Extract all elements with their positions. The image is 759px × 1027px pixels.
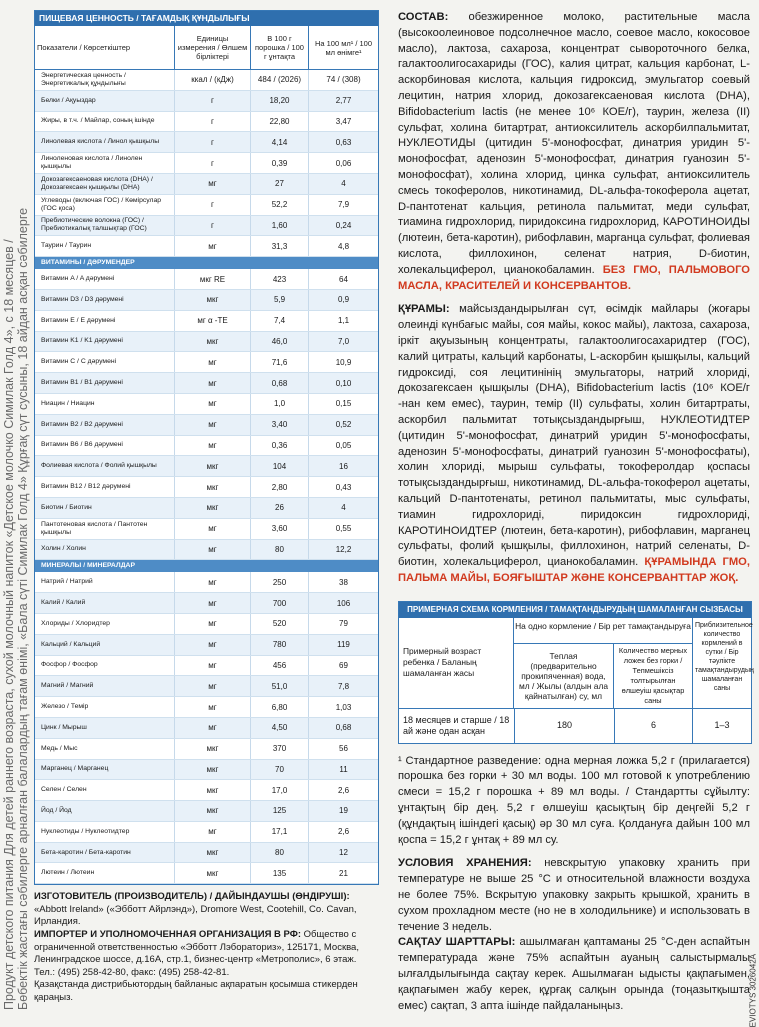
nutrient-per-100ml: 7,9	[337, 200, 350, 210]
nutrition-row	[35, 593, 378, 614]
nutrient-unit: мкг	[175, 332, 251, 352]
nutrient-per-100ml: 69	[339, 660, 348, 670]
nutrient-per-100g: 6,80	[251, 697, 309, 717]
nutrient-unit: г	[175, 112, 251, 132]
nutrition-row	[35, 332, 378, 353]
feeding-group	[514, 618, 693, 708]
nutrient-unit: мг	[175, 572, 251, 592]
nutrition-row	[35, 676, 378, 697]
nutrient-per-100ml: 64	[339, 274, 348, 284]
nutrition-row	[35, 656, 378, 677]
nutrient-name: Калий / Калий	[35, 593, 175, 613]
nutrient-name: Железо / Темір	[35, 697, 175, 717]
dilution-note: ¹ Стандартное разведение: одна мерная ложка 5,2 г (прилагается) порошка без горки + 30 мл воды. 100 мл готовой к употреблению смеси = 15,2 г порошка + 89 мл воды. / Стандартты сұйылту: ұнтақтың бір дең. 5,2 г өлшеуіш қасықтың бір деңгейі 5,2 г (құндақтың ішіндегі қасық) әр 30 мл суға. Қолдануға дайын 100 мл қоспа = 15,2 г ұнтақ + 89 мл су.	[398, 754, 750, 846]
nutrient-unit: мкг	[175, 739, 251, 759]
nutrient-per-100g: 17,0	[251, 780, 309, 800]
nutrient-per-100ml: 3,47	[335, 116, 352, 126]
nutrient-unit: мг	[175, 822, 251, 842]
nutrient-name: Бета-каротин / Бета-каротин	[35, 843, 175, 863]
feeding-table	[398, 601, 752, 744]
composition-ru: СОСТАВ: обезжиренное молоко, растительные масла (высокоолеиновое подсолнечное масло, соевое масло, кокосовое масло), лактоза, сахароза, концентрат сывороточного белка, галактоолигосахариды (ГОС), калия цитрат, кальция карбонат, L-аскорбиновая кислота, кальция гидроксид, эмульгатор соевый лецитин, натрия хлорид, докозагексаеновая кислота (DHA), Bifidobacterium lactis (не менее 10⁶ КОЕ/г), таурин, железа (II) сульфат, холина битартрат, антиоксилитель аскорбилпальмитат, НУКЛЕОТИДЫ (цитидин 5'-монофосфат, динатрия уридин 5'-монофосфат, аденозин 5'-монофосфат, динатрия гуанозин 5'-монофосфат), холина хлорид, цинка сульфат, антиоксилитель смесь токоферолов, никотинамид, DL-альфа-токоферола ацетат, D-пантотенат кальция, ретинола пальмитат, меди сульфат, тиамина гидрохлорид, пиридоксина гидрохлорид, КАРОТИНОИДЫ (лютеин, бета-каротин), рибофлавин, марганца сульфат, фолиевая кислота, филлохинон, селенат натрия, D-биотин, холекальциферол, цианокобаламин. БЕЗ ГМО, ПАЛЬМОВОГО МАСЛА, КРАСИТЕЛЕЙ И КОНСЕРВАНТОВ.	[398, 11, 750, 292]
feeding-water-header: Теплая (предварительно прокипяченная) вода, мл / Жылы (алдын ала қайнатылған) су, мл	[514, 644, 614, 708]
nutrition-row	[35, 70, 378, 91]
nutrient-name: Витамин A / A дәрумені	[35, 269, 175, 289]
nutrient-unit: мкг	[175, 760, 251, 780]
batch-code: EVIOTYS 3026042A	[748, 954, 757, 1027]
nutrient-per-100g: 104	[251, 456, 309, 476]
nutrient-name: Углеводы (включая ГОС) / Көмірсулар (ГОС қоса)	[35, 195, 175, 215]
nutrient-per-100ml: 79	[339, 619, 348, 629]
nutrient-per-100ml: 0,68	[335, 723, 352, 733]
nutrition-table	[34, 10, 379, 885]
nutrient-per-100g: 5,9	[251, 290, 309, 310]
nutrition-mineral-rows	[35, 572, 378, 884]
nutrient-name: Медь / Мыс	[35, 739, 175, 759]
nutrition-row	[35, 780, 378, 801]
nutrient-per-100g: 18,20	[251, 91, 309, 111]
nutrient-unit: мг	[175, 593, 251, 613]
nutrient-per-100ml: 119	[337, 640, 350, 650]
nutrient-name: Селен / Селен	[35, 780, 175, 800]
nutrient-per-100ml: 1,1	[337, 316, 350, 326]
storage-kz: САҚТАУ ШАРТТАРЫ: ашылмаған қаптаманы 25 °С-ден аспайтын температурада және 75% аспайтын ауаның салыстырмалы ылғалдылығында сақтау керек. Ашылмаған ыдысты қақпағымен, қақпағымен жабу керек, құрғақ салқын орында (тоңазытқышта емес) сақтап, 3 апта ішінде пайдаланыңыз.	[398, 936, 750, 1012]
nutrient-per-100g: 125	[251, 801, 309, 821]
nutrient-per-100g: 3,40	[251, 415, 309, 435]
nutrient-unit: мкг	[175, 780, 251, 800]
nutrient-unit: мг	[175, 540, 251, 560]
nutrition-row	[35, 614, 378, 635]
nutrient-per-100ml: 2,6	[337, 785, 350, 795]
nutrient-per-100ml: 38	[339, 577, 348, 587]
nutrient-per-100ml: 0,10	[335, 378, 352, 388]
nutrition-row	[35, 635, 378, 656]
feeding-age: 18 месяцев и старше / 18 ай және одан асқан	[399, 709, 515, 743]
header-per-100g: В 100 г порошка / 100 г ұнтақта	[251, 26, 309, 69]
nutrient-unit: мг	[175, 236, 251, 256]
nutrient-name: Витамин B6 / B6 дәрумені	[35, 436, 175, 456]
nutrient-unit: мкг	[175, 456, 251, 476]
feeding-water: 180	[515, 709, 615, 743]
nutrient-name: Пантотеновая кислота / Пантотен қышқылы	[35, 519, 175, 539]
nutrient-per-100ml: 0,06	[335, 158, 352, 168]
nutrient-per-100ml: 4	[341, 179, 346, 189]
nutrient-per-100ml: 56	[339, 744, 348, 754]
nutrient-per-100g: 0,39	[251, 153, 309, 173]
nutrient-per-100g: 370	[251, 739, 309, 759]
nutrition-row	[35, 477, 378, 498]
nutrient-unit: мг	[175, 697, 251, 717]
feeding-group-header: На одно кормление / Бір рет тамақтандыруға	[514, 618, 692, 644]
nutrient-name: Кальций / Кальций	[35, 635, 175, 655]
side-text-line2: Бөбектік жастағы сәбилерге арналған балалардың тағам өнімі, «Бала сүті Симилак Голд 4» Құрғақ сүт сусыны, 18 айдан асқан сәбилерге	[16, 207, 30, 1010]
nutrient-per-100g: 484 / (2026)	[251, 70, 309, 90]
nutrition-row	[35, 843, 378, 864]
nutrition-row	[35, 519, 378, 540]
nutrition-row	[35, 132, 378, 153]
feeding-spoons: 6	[615, 709, 693, 743]
nutrient-per-100g: 27	[251, 174, 309, 194]
nutrient-per-100ml: 12	[339, 848, 348, 858]
nutrient-per-100g: 51,0	[251, 676, 309, 696]
nutrient-per-100ml: 74 / (308)	[326, 75, 361, 85]
nutrition-row	[35, 718, 378, 739]
nutrient-per-100g: 520	[251, 614, 309, 634]
nutrient-per-100g: 1,60	[251, 216, 309, 236]
nutrient-per-100ml: 0,9	[337, 295, 350, 305]
nutrient-name: Витамин B1 / B1 дәрумені	[35, 373, 175, 393]
nutrient-name: Лютеин / Лютеин	[35, 863, 175, 883]
nutrient-per-100ml: 0,15	[335, 399, 352, 409]
nutrient-name: Докозагексаеновая кислота (DHA) / Докозагексаен қышқылы (DHA)	[35, 174, 175, 194]
vitamins-section-title: ВИТАМИНЫ / ДӘРУМЕНДЕР	[35, 257, 378, 269]
nutrient-unit: ккал / (кДж)	[175, 70, 251, 90]
nutrient-name: Магний / Магний	[35, 676, 175, 696]
nutrient-name: Йод / Йод	[35, 801, 175, 821]
nutrient-per-100g: 0,68	[251, 373, 309, 393]
nutrition-row	[35, 415, 378, 436]
nutrient-per-100ml: 12,2	[335, 544, 352, 554]
side-product-text	[2, 0, 32, 1024]
nutrition-main-rows	[35, 70, 378, 257]
manufacturer-info	[34, 891, 379, 1004]
nutrient-per-100g: 3,60	[251, 519, 309, 539]
nutrient-per-100ml: 106	[336, 598, 351, 608]
nutrient-name: Витамин B12 / B12 дәрумені	[35, 477, 175, 497]
importer-label: ИМПОРТЕР И УПОЛНОМОЧЕННАЯ ОРГАНИЗАЦИЯ В РФ: Общество с ограниченной ответственностью «Эбботт Лэбораториз», 125171, Москва, Ленинградское шоссе, д.16А, стр.1, бизнес-центр «Метрополис», 6 этаж. Тел.: (495) 258-42-80, факс: (495) 258-42-81.	[34, 929, 359, 978]
nutrient-per-100g: 80	[251, 540, 309, 560]
nutrient-per-100ml: 10,9	[335, 357, 352, 367]
nutrient-name: Натрий / Натрий	[35, 572, 175, 592]
nutrition-row	[35, 822, 378, 843]
nutrient-unit: г	[175, 195, 251, 215]
nutrient-name: Энергетическая ценность / Энергетикалық құндылығы	[35, 70, 175, 90]
feeding-title: ПРИМЕРНАЯ СХЕМА КОРМЛЕНИЯ / ТАМАҚТАНДЫРУДЫҢ ШАМАЛАНҒАН СЫЗБАСЫ	[399, 602, 751, 618]
nutrient-per-100g: 80	[251, 843, 309, 863]
manufacturer-label: ИЗГОТОВИТЕЛЬ (ПРОИЗВОДИТЕЛЬ) / ДАЙЫНДАУШЫ (ӨНДІРУШІ): «Abbott Ireland» («Эбботт Айрлэнд»), Dromore West, Cootehill, Co. Cavan, Ирландия.	[34, 891, 357, 928]
nutrient-name: Жиры, в т.ч. / Майлар, соның ішінде	[35, 112, 175, 132]
nutrient-name: Витамин K1 / K1 дәрумені	[35, 332, 175, 352]
nutrition-row	[35, 436, 378, 457]
nutrition-row	[35, 760, 378, 781]
nutrient-unit: мг	[175, 718, 251, 738]
minerals-section-title: МИНЕРАЛЫ / МИНЕРАЛДАР	[35, 560, 378, 572]
nutrient-unit: мг	[175, 394, 251, 414]
nutrition-row	[35, 112, 378, 133]
nutrient-unit: мг	[175, 415, 251, 435]
nutrient-unit: мкг	[175, 801, 251, 821]
composition-kz: ҚҰРАМЫ: майсыздандырылған сүт, өсімдік майлары (жоғары олеинді күнбағыс майы, соя майы, кокос майы), лактоза, сахароза, іркіт ақуызының концентраты, галактоолигосахаридтер (ГОС), калий цитраты, кальций карбонаты, L-аскорбин қышқылы, кальций гидроксиді, соя лецитинінің эмульгаторы, натрий хлориді, докозагексаен қышқылы (DHA), Bifidobacterium lactis (10⁶ КОЕ/г -нан кем емес), таурин, темір (II) сульфаты, холин битартраты, аскорбил пальмитат тотықсыздандырғыш, НУКЛЕОТИДТЕР (цитидин 5'-монофосфат, динатрий уридин 5'-монофосфаты, аденозин 5'-монофосфаты, динатрий гуанозин 5'-монофосфаты), холин хлориді, мырыш сульфаты, токоферолдар қоспасы тотықсыздандырғыш, никотинамид, DL-альфа-токоферол ацетаты, кальций D-пантотенаты, ретинол пальмитаты, мыс сульфаты, тиамин гидрохлориді, пиридоксин гидрохлориді, КАРОТИНОИДТЕР (лютеин, бета-каротин), рибофлавин, марганец сульфаты, фолий қышқылы, филлохинон, натрий селенаты, D-биотин, холекальциферол, цианокобаламин. ҚҰРАМЫНДА ГМО, ПАЛЬМА МАЙЫ, БОЯҒЫШТАР ЖӘНЕ КОНСЕРВАНТТАР ЖОҚ.	[398, 303, 750, 584]
nutrient-per-100ml: 4	[341, 503, 346, 513]
nutrition-row	[35, 456, 378, 477]
header-indicator: Показатели / Көрсеткіштер	[35, 26, 175, 69]
nutrition-header-row	[35, 26, 378, 70]
nutrient-per-100g: 4,50	[251, 718, 309, 738]
nutrient-per-100ml: 2,6	[337, 827, 350, 837]
nutrition-row	[35, 373, 378, 394]
side-text-line1: Продукт детского питания Для детей раннего возраста, сухой молочный напиток «Детское молочко Симилак Голд 4», с 18 месяцев /	[2, 239, 16, 1010]
feeding-row	[399, 708, 751, 743]
nutrition-row	[35, 269, 378, 290]
nutrition-row	[35, 195, 378, 216]
nutrient-per-100g: 456	[251, 656, 309, 676]
nutrient-unit: мг α -ТЕ	[175, 311, 251, 331]
nutrient-name: Ниацин / Ниацин	[35, 394, 175, 414]
nutrient-per-100g: 52,2	[251, 195, 309, 215]
nutrient-name: Холин / Холин	[35, 540, 175, 560]
feeding-age-header: Примерный возраст ребенка / Баланың шамаланған жасы	[399, 618, 514, 708]
header-unit: Единицы измерения / Өлшем бірліктері	[175, 26, 251, 69]
nutrition-title: ПИЩЕВАЯ ЦЕННОСТЬ / ТАҒАМДЫҚ ҚҰНДЫЛЫҒЫ	[35, 11, 378, 26]
nutrient-per-100g: 700	[251, 593, 309, 613]
nutrient-per-100ml: 7,8	[337, 681, 350, 691]
nutrient-unit: мкг	[175, 477, 251, 497]
nutrient-per-100g: 780	[251, 635, 309, 655]
nutrient-name: Витамин E / E дәрумені	[35, 311, 175, 331]
nutrition-row	[35, 311, 378, 332]
nutrient-name: Витамин B2 / B2 дәрумені	[35, 415, 175, 435]
nutrient-name: Пребиотические волокна (ГОС) / Пребиотикалық талшықтар (ГОС)	[35, 216, 175, 236]
nutrient-name: Линоленовая кислота / Линолен қышқылы	[35, 153, 175, 173]
storage-ru: УСЛОВИЯ ХРАНЕНИЯ: невскрытую упаковку хранить при температуре не выше 25 °С и относительной влажности воздуха не более 75%. Вскрытую упаковку закрыть крышкой, хранить в сухом прохладном месте (но не в холодильнике) и использовать в течение 3 недель.	[398, 857, 750, 933]
nutrition-row	[35, 394, 378, 415]
nutrient-unit: мг	[175, 436, 251, 456]
header-per-100ml: На 100 мл¹ / 100 мл өнімге¹	[314, 38, 373, 57]
nutrient-name: Таурин / Таурин	[35, 236, 175, 256]
nutrient-per-100g: 31,3	[251, 236, 309, 256]
left-column	[34, 10, 379, 1005]
nutrient-per-100ml: 0,43	[335, 482, 352, 492]
nutrient-unit: мг	[175, 614, 251, 634]
nutrient-name: Витамин C / C дәрумені	[35, 352, 175, 372]
nutrient-per-100g: 1,0	[251, 394, 309, 414]
nutrient-unit: мг	[175, 352, 251, 372]
nutrient-per-100g: 423	[251, 269, 309, 289]
nutrient-per-100ml: 0,05	[335, 440, 352, 450]
nutrient-unit: мг	[175, 635, 251, 655]
nutrient-unit: г	[175, 132, 251, 152]
nutrient-per-100ml: 1,03	[335, 702, 352, 712]
nutrient-per-100ml: 0,24	[335, 220, 352, 230]
nutrient-name: Линолевая кислота / Линол қышқылы	[35, 132, 175, 152]
nutrient-per-100ml: 7,0	[337, 336, 350, 346]
nutrient-name: Хлориды / Хлоридтер	[35, 614, 175, 634]
nutrient-per-100ml: 4,8	[337, 241, 350, 251]
nutrient-name: Марганец / Марганец	[35, 760, 175, 780]
nutrition-row	[35, 91, 378, 112]
nutrient-name: Биотин / Биотин	[35, 498, 175, 518]
nutrient-name: Нуклеотиды / Нуклеотидтер	[35, 822, 175, 842]
nutrient-unit: мг	[175, 656, 251, 676]
nutrition-row	[35, 498, 378, 519]
nutrient-per-100g: 17,1	[251, 822, 309, 842]
nutrition-row	[35, 739, 378, 760]
feeding-perday-header: Приблизительное количество кормлений в сутки / Бір тәулікте тамақтандырудың шамаланған саны	[695, 621, 754, 692]
nutrient-unit: мг	[175, 373, 251, 393]
nutrient-per-100ml: 0,63	[335, 137, 352, 147]
nutrient-per-100g: 22,80	[251, 112, 309, 132]
nutrition-row	[35, 801, 378, 822]
nutrient-name: Фолиевая кислота / Фолий қышқылы	[35, 456, 175, 476]
nutrient-per-100ml: 0,55	[335, 524, 352, 534]
nutrient-per-100g: 46,0	[251, 332, 309, 352]
nutrient-unit: мг	[175, 519, 251, 539]
nutrient-per-100g: 2,80	[251, 477, 309, 497]
nutrient-per-100ml: 19	[339, 806, 348, 816]
nutrient-unit: г	[175, 216, 251, 236]
nutrient-per-100g: 4,14	[251, 132, 309, 152]
nutrition-row	[35, 863, 378, 884]
nutrient-unit: мг	[175, 676, 251, 696]
nutrition-row	[35, 352, 378, 373]
nutrient-per-100g: 26	[251, 498, 309, 518]
nutrient-name: Цинк / Мырыш	[35, 718, 175, 738]
nutrition-row	[35, 216, 378, 237]
nutrition-row	[35, 290, 378, 311]
nutrient-per-100ml: 21	[339, 868, 348, 878]
nutrient-unit: г	[175, 153, 251, 173]
nutrition-row	[35, 697, 378, 718]
nutrient-per-100g: 0,36	[251, 436, 309, 456]
nutrient-per-100ml: 16	[339, 461, 348, 471]
nutrient-per-100g: 70	[251, 760, 309, 780]
nutrient-per-100g: 250	[251, 572, 309, 592]
nutrition-row	[35, 174, 378, 195]
nutrition-row	[35, 540, 378, 561]
nutrient-name: Белки / Ақуыздар	[35, 91, 175, 111]
nutrient-per-100ml: 11	[339, 764, 348, 774]
feeding-header	[399, 618, 754, 708]
feeding-perday: 1–3	[714, 719, 730, 730]
nutrition-row	[35, 153, 378, 174]
nutrient-unit: мг	[175, 174, 251, 194]
nutrient-per-100ml: 2,77	[335, 96, 352, 106]
nutrition-row	[35, 572, 378, 593]
nutrient-per-100g: 7,4	[251, 311, 309, 331]
nutrition-row	[35, 236, 378, 257]
distributor-note: Қазақстанда дистрибьютордың байланыс ақпаратын қосымша стикерден қараңыз.	[34, 979, 358, 1004]
feeding-spoons-header: Количество мерных ложек без горки / Тепмешіксіз толтырылған өлшеуіш қасықтар саны	[618, 645, 688, 705]
nutrient-unit: мкг	[175, 863, 251, 883]
nutrient-name: Витамин D3 / D3 дәрумені	[35, 290, 175, 310]
nutrient-unit: мкг RE	[175, 269, 251, 289]
nutrient-unit: мкг	[175, 498, 251, 518]
nutrition-vitamin-rows	[35, 269, 378, 560]
nutrient-per-100g: 135	[251, 863, 309, 883]
nutrient-name: Фосфор / Фосфор	[35, 656, 175, 676]
nutrient-per-100g: 71,6	[251, 352, 309, 372]
nutrient-unit: мкг	[175, 290, 251, 310]
nutrient-per-100ml: 0,52	[335, 420, 352, 430]
nutrient-unit: г	[175, 91, 251, 111]
nutrient-unit: мкг	[175, 843, 251, 863]
